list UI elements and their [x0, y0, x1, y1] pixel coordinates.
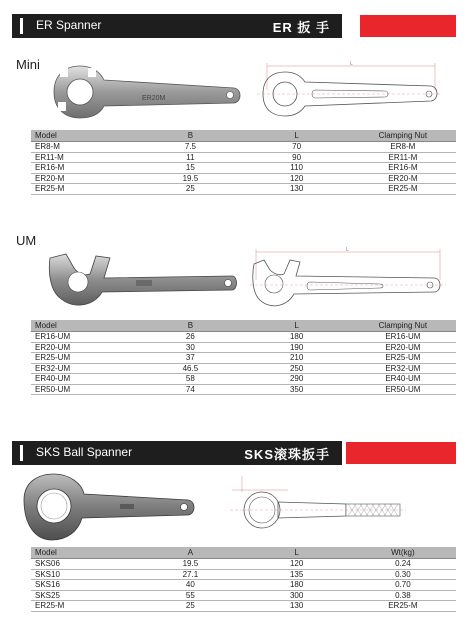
cell-nut: ER11-M: [350, 152, 456, 163]
cell-nut: ER50-UM: [350, 384, 456, 395]
dimension-letter: L: [346, 247, 349, 253]
cell-b: 25: [137, 184, 243, 195]
col-header-a: A: [137, 547, 243, 559]
cell-nut: ER25-UM: [350, 353, 456, 364]
sks-wrench-photo: [20, 470, 200, 546]
mini-wrench-photo: [44, 62, 244, 122]
col-header-l: L: [244, 130, 350, 142]
banner-title-cn: ER 扳 手: [272, 20, 330, 35]
table-header-row: [31, 130, 456, 142]
table-row: [31, 374, 456, 385]
cell-model: ER16-M: [31, 163, 137, 174]
table-row: [31, 332, 456, 343]
banner-accent-bar: [20, 445, 23, 461]
cell-b: 30: [137, 342, 243, 353]
cell-nut: ER16-UM: [350, 332, 456, 343]
cell-model: ER11-M: [31, 152, 137, 163]
table-row: [31, 363, 456, 374]
table-row: [31, 152, 456, 163]
mini-spec-table: [31, 130, 456, 195]
cell-l: 120: [244, 173, 350, 184]
cell-weight: ER25-M: [350, 601, 456, 612]
cell-weight: 0.24: [350, 559, 456, 570]
cell-model: ER20-UM: [31, 342, 137, 353]
cell-model: ER20-M: [31, 173, 137, 184]
cell-nut: ER20-UM: [350, 342, 456, 353]
cell-l: 300: [244, 590, 350, 601]
cell-l: 90: [244, 152, 350, 163]
banner-title-cn: SKS滚珠扳手: [244, 447, 330, 462]
cell-model: ER16-UM: [31, 332, 137, 343]
cell-nut: ER20-M: [350, 173, 456, 184]
table-row: [31, 384, 456, 395]
cell-l: 130: [244, 184, 350, 195]
cell-l: 210: [244, 353, 350, 364]
col-header-b: B: [137, 320, 243, 332]
col-header-clamping-nut: Clamping Nut: [350, 320, 456, 332]
table-row: [31, 569, 456, 580]
cell-a: 25: [137, 601, 243, 612]
um-spec-table: [31, 320, 456, 395]
cell-nut: ER16-M: [350, 163, 456, 174]
cell-a: 55: [137, 590, 243, 601]
col-header-model: Model: [31, 320, 137, 332]
table-row: [31, 173, 456, 184]
cell-weight: 0.38: [350, 590, 456, 601]
table-header-row: [31, 320, 456, 332]
cell-l: 180: [244, 580, 350, 591]
cell-weight: 0.70: [350, 580, 456, 591]
col-header-weight: Wt(kg): [350, 547, 456, 559]
cell-nut: ER40-UM: [350, 374, 456, 385]
um-wrench-photo: [44, 248, 239, 314]
col-header-l: L: [244, 547, 350, 559]
cell-nut: ER32-UM: [350, 363, 456, 374]
col-header-model: Model: [31, 130, 137, 142]
cell-l: 250: [244, 363, 350, 374]
cell-b: 37: [137, 353, 243, 364]
col-header-b: B: [137, 130, 243, 142]
table-row: [31, 590, 456, 601]
red-accent-block: [360, 15, 456, 37]
cell-b: 74: [137, 384, 243, 395]
cell-l: 135: [244, 569, 350, 580]
cell-model: SKS06: [31, 559, 137, 570]
table-row: [31, 184, 456, 195]
table-row: [31, 353, 456, 364]
col-header-l: L: [244, 320, 350, 332]
dimension-letter: L: [350, 61, 353, 67]
col-header-model: Model: [31, 547, 137, 559]
mini-technical-drawing: [255, 60, 445, 122]
cell-l: 120: [244, 559, 350, 570]
cell-b: 7.5: [137, 142, 243, 153]
banner-accent-bar: [20, 18, 23, 34]
sks-spanner-banner: [12, 441, 342, 465]
er-spanner-banner: [12, 14, 342, 38]
banner-title-en: ER Spanner: [36, 18, 102, 32]
table-row: [31, 342, 456, 353]
cell-l: 70: [244, 142, 350, 153]
table-row: [31, 580, 456, 591]
cell-a: 19.5: [137, 559, 243, 570]
sks-technical-drawing: [228, 472, 408, 538]
cell-model: ER40-UM: [31, 374, 137, 385]
red-accent-block: [346, 442, 456, 464]
cell-b: 15: [137, 163, 243, 174]
cell-model: ER8-M: [31, 142, 137, 153]
section-label-um: UM: [16, 233, 37, 248]
cell-model: SKS16: [31, 580, 137, 591]
cell-b: 26: [137, 332, 243, 343]
um-technical-drawing: [250, 246, 450, 314]
cell-model: ER25-M: [31, 184, 137, 195]
table-row: [31, 163, 456, 174]
cell-l: 290: [244, 374, 350, 385]
cell-l: 180: [244, 332, 350, 343]
cell-nut: ER8-M: [350, 142, 456, 153]
cell-model: ER32-UM: [31, 363, 137, 374]
cell-b: 46.5: [137, 363, 243, 374]
cell-b: 58: [137, 374, 243, 385]
col-header-clamping-nut: Clamping Nut: [350, 130, 456, 142]
cell-b: 11: [137, 152, 243, 163]
table-header-row: [31, 547, 456, 559]
sks-spec-table: [31, 547, 456, 612]
cell-l: 110: [244, 163, 350, 174]
cell-nut: ER25-M: [350, 184, 456, 195]
cell-model: ER50-UM: [31, 384, 137, 395]
cell-a: 40: [137, 580, 243, 591]
cell-a: 27.1: [137, 569, 243, 580]
table-row: [31, 142, 456, 153]
section-label-mini: Mini: [16, 57, 40, 72]
cell-l: 130: [244, 601, 350, 612]
cell-model: ER25-M: [31, 601, 137, 612]
cell-l: 190: [244, 342, 350, 353]
cell-model: SKS10: [31, 569, 137, 580]
cell-b: 19.5: [137, 173, 243, 184]
cell-l: 350: [244, 384, 350, 395]
wrench-marking: ER20M: [142, 95, 166, 102]
table-row: [31, 601, 456, 612]
table-row: [31, 559, 456, 570]
banner-title-en: SKS Ball Spanner: [36, 445, 133, 459]
cell-model: SKS25: [31, 590, 137, 601]
cell-model: ER25-UM: [31, 353, 137, 364]
cell-weight: 0.30: [350, 569, 456, 580]
